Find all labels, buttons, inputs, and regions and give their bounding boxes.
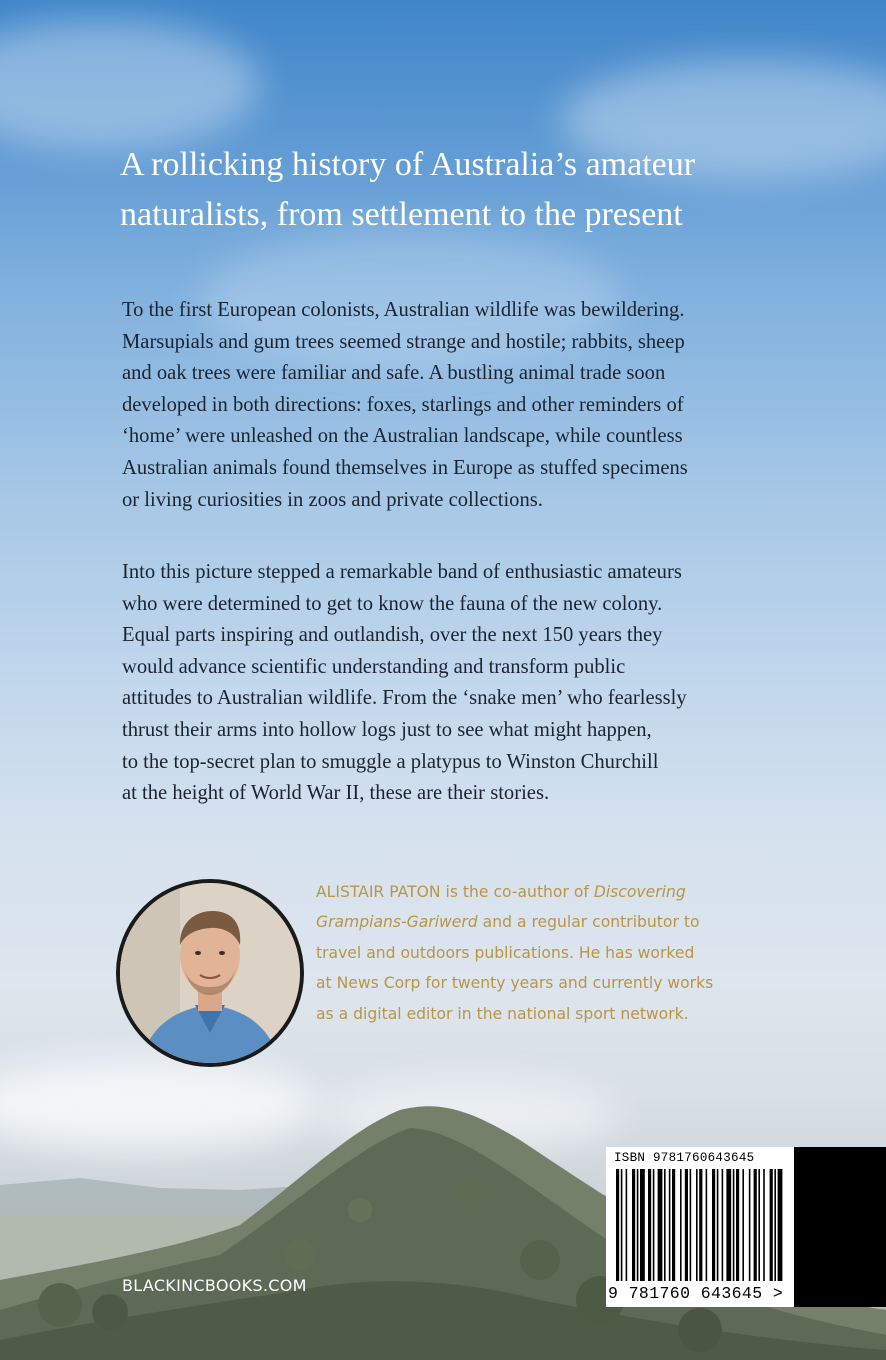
blurb-line: and oak trees were familiar and safe. A bustling animal trade soon <box>122 362 666 385</box>
blurb-line: Equal parts inspiring and outlandish, over the next 150 years they <box>122 624 663 647</box>
bio-line: travel and outdoors publications. He has worked <box>316 943 695 962</box>
book-title: Grampians-Gariwerd <box>316 913 478 932</box>
blurb-line: or living curiosities in zoos and private collections. <box>122 488 543 511</box>
blurb-line: who were determined to get to know the fauna of the new colony. <box>122 592 663 615</box>
isbn-label: ISBN 9781760643645 <box>614 1151 755 1165</box>
bio-line: Grampians-Gariwerd and a regular contributor to <box>316 913 700 932</box>
blurb-line: Australian animals found themselves in Europe as stuffed specimens <box>122 456 688 479</box>
black-strip <box>794 1147 886 1307</box>
blurb-paragraph-2 <box>122 557 802 810</box>
bio-line: ALISTAIR PATON is the co-author of Discovering <box>316 883 686 901</box>
barcode-digits: 9 781760 643645 > <box>608 1284 784 1303</box>
bio-line: at News Corp for twenty years and currently works <box>316 974 714 993</box>
blurb-line: Into this picture stepped a remarkable band of enthusiastic amateurs <box>122 561 682 583</box>
tagline <box>120 140 820 240</box>
cloud <box>0 20 260 150</box>
blurb-line: would advance scientific understanding and transform public <box>122 655 626 678</box>
author-bio <box>316 877 776 1029</box>
blurb-line: attitudes to Australian wildlife. From the ‘snake men’ who fearlessly <box>122 687 687 710</box>
tagline-line: A rollicking history of Australia’s amateur <box>120 146 696 183</box>
blurb-line: at the height of World War II, these are their stories. <box>122 782 550 805</box>
blurb-line: To the first European colonists, Australian wildlife was bewildering. <box>122 299 685 321</box>
blurb-line: ‘home’ were unleashed on the Australian landscape, while countless <box>122 425 683 448</box>
barcode <box>606 1147 794 1307</box>
book-title: Discovering <box>593 883 686 901</box>
author-portrait <box>120 883 300 1063</box>
blurb-line: Marsupials and gum trees seemed strange and hostile; rabbits, sheep <box>122 330 685 353</box>
blurb-line: thrust their arms into hollow logs just to see what might happen, <box>122 718 652 741</box>
bio-line: as a digital editor in the national sport network. <box>316 1004 689 1023</box>
blurb-line: to the top-secret plan to smuggle a platypus to Winston Churchill <box>122 750 659 773</box>
author-photo <box>116 879 304 1067</box>
publisher-website: BLACKINCBOOKS.COM <box>122 1276 307 1295</box>
blurb-paragraph-1 <box>122 295 802 516</box>
tagline-line: naturalists, from settlement to the present <box>120 196 683 233</box>
barcode-bars <box>612 1169 788 1287</box>
blurb-line: developed in both directions: foxes, starlings and other reminders of <box>122 393 684 416</box>
